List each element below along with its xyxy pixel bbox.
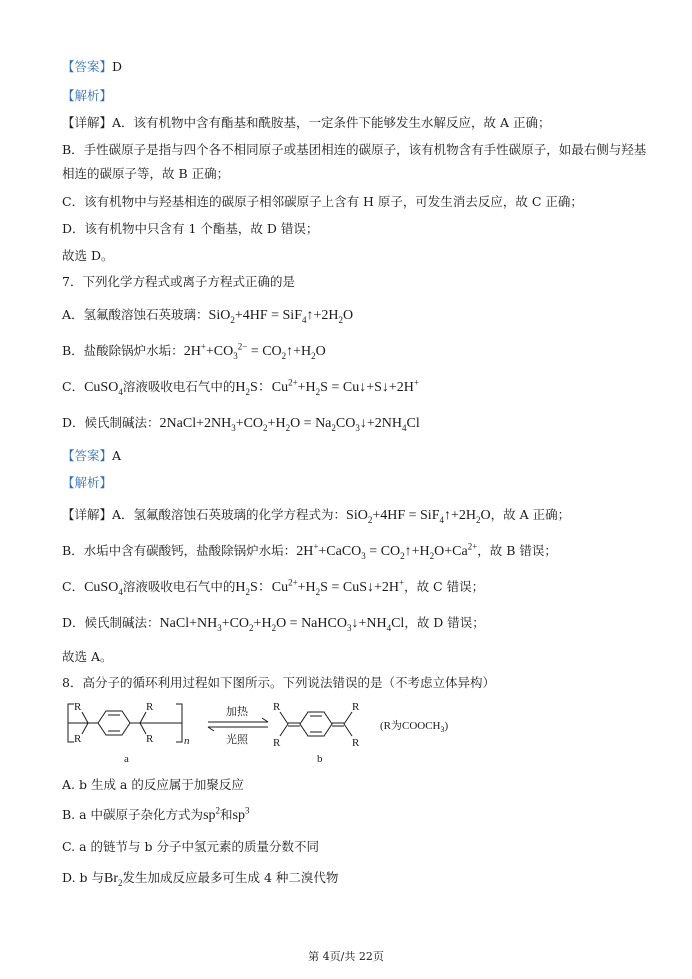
q8-option-d: D. b 与$Br_2$发生加成反应最多可生成 4 种二溴代物 [62, 870, 339, 888]
q7-option-d: D．候氏制碱法：$2NaCl+2NH_3+CO_2+H_2O$ = $Na_2CO_3↓+2NH_4Cl$ [62, 415, 420, 433]
answer-value: D [112, 59, 123, 74]
q7-option-c: C．CuSO$_4$溶液吸收电石气中的$H_2S$：$Cu^{2+}+H_2S$ = Cu↓+S↓+2H+ [62, 377, 419, 397]
q6-detail-b2: 相连的碳原子等，故 B 正确； [62, 166, 230, 181]
equation: $2NaCl+2NH_3+CO_2+H_2O$ = $Na_2CO_3↓+2NH_4Cl$ [159, 416, 420, 433]
substituent-r: R [146, 733, 154, 745]
repeat-n: n [184, 735, 190, 747]
q6-detail-c: C．该有机物中与羟基相连的碳原子相邻碳原子上含有 H 原子，可发生消去反应，故 C 正确； [62, 194, 583, 209]
substituent-r: R [352, 701, 360, 713]
arrow-label-heat: 加热 [226, 706, 248, 718]
q7-stem: 7．下列化学方程式或离子方程式正确的是 [62, 274, 295, 289]
equation: $SiO_2+4HF = SiF_4↑+2H_2O$ [208, 308, 354, 325]
q6-detail-d: D．该有机物中只含有 1 个酯基，故 D 错误； [62, 221, 319, 236]
answer-tag: 【答案】 [62, 448, 113, 463]
q8-option-b: B. a 中碳原子杂化方式为$sp^2$和$sp^3$ [62, 805, 250, 823]
substituent-r: R [146, 701, 154, 713]
q7-detail-c: C．CuSO$_4$溶液吸收电石气中的$H_2S$：$Cu^{2+}+H_2S$ = CuS↓+2H+，故 C 错误； [62, 577, 485, 597]
q7-detail-b: B．水垢中含有碳酸钙，盐酸除锅炉水垢：2H++CaCO$_3$ = $CO_2↑+H_2O+Ca^{2+}$，故 B 错误； [62, 541, 557, 561]
q7-detail-a: 【详解】A．氢氟酸溶蚀石英玻璃的化学方程式为：$SiO_2+4HF = SiF_4↑+2H_2O$，故 A 正确； [62, 507, 571, 525]
r-definition: (R为$COOCH_3$) [380, 720, 449, 734]
substituent-r: R [273, 737, 281, 749]
answer-value: A [112, 448, 122, 463]
equation: $2H^++CO_3^{2-}$ = $CO_2↑+H_2O$ [183, 341, 326, 361]
substituent-r: R [352, 737, 360, 749]
equation: $H_2S$：$Cu^{2+}+H_2S$ = Cu↓+S↓+2H+ [235, 377, 419, 397]
answer-line-6 [62, 58, 122, 76]
explanation-tag-7: 【解析】 [62, 475, 113, 490]
label-a: a [124, 753, 129, 765]
q6-detail-a: 【详解】A．该有机物中含有酯基和酰胺基，一定条件下能够发生水解反应，故 A 正确； [62, 115, 551, 130]
arrow-label-light: 光照 [226, 734, 248, 746]
q8-option-c: C. a 的链节与 b 分子中氢元素的质量分数不同 [62, 839, 319, 854]
answer-tag: 【答案】 [62, 59, 113, 74]
q8-stem: 8．高分子的循环利用过程如下图所示。下列说法错误的是（不考虑立体异构） [62, 675, 495, 690]
q7-detail-d: D．候氏制碱法：$NaCl+NH_3+CO_2+H_2O$ = $NaHCO_3↓+NH_4Cl$，故 D 错误； [62, 615, 485, 633]
substituent-r: R [74, 733, 82, 745]
q6-detail-b1: B．手性碳原子是指与四个各不相同原子或基团相连的碳原子，该有机物含有手性碳原子，如最右侧与羟基 [62, 142, 647, 157]
polymer-recycling-diagram [60, 698, 500, 768]
substituent-r: R [273, 701, 281, 713]
q7-option-a: A．氢氟酸溶蚀石英玻璃：$SiO_2+4HF = SiF_4↑+2H_2O$ [62, 307, 354, 325]
q8-option-a: A. b 生成 a 的反应属于加聚反应 [62, 777, 244, 792]
q7-conclusion: 故选 A。 [62, 649, 113, 664]
label-b: b [317, 753, 323, 765]
q7-option-b: B．盐酸除锅炉水垢：$2H^++CO_3^{2-}$ = $CO_2↑+H_2O$ [62, 341, 326, 361]
page-footer: 第 4页/共 22页 [308, 950, 384, 963]
substituent-r: R [74, 701, 82, 713]
q6-conclusion: 故选 D。 [62, 248, 114, 263]
explanation-tag-6: 【解析】 [62, 88, 113, 103]
answer-line-7 [62, 447, 121, 465]
